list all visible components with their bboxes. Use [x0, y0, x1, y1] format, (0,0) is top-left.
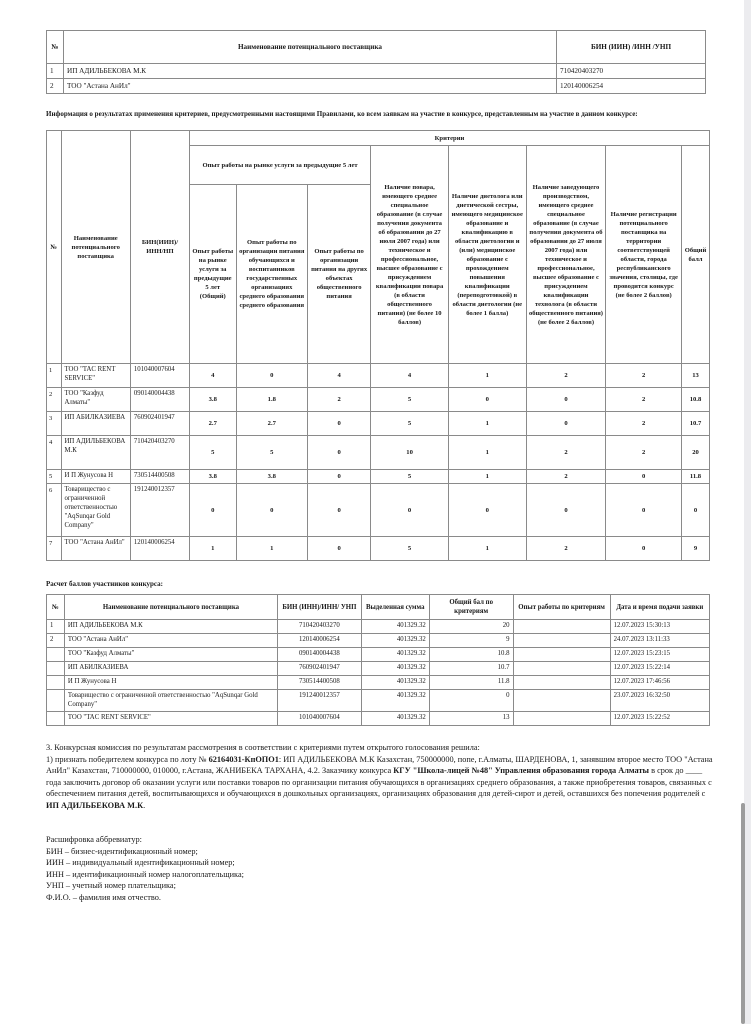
- cell-registration: 0: [606, 484, 682, 537]
- cell-amount: 401329.32: [361, 712, 429, 726]
- col-name: Наименование потенциального поставщика: [64, 595, 277, 620]
- cell-num: [47, 690, 65, 712]
- cell-experience: [513, 690, 610, 712]
- cell-num: 4: [47, 436, 62, 470]
- col-manager: Наличие заведующего производством, имеющего среднее специальное образование (в случае получения документа об образовании до 27 июля 2007 года) или техническое и профессиональное, высшее образование с присуждением квалификации технолога (в области общественного питания) (не более 2 баллов): [526, 146, 606, 364]
- cell-amount: 401329.32: [361, 690, 429, 712]
- col-criteria: Критерии: [189, 131, 709, 146]
- cell-name: ТОО "Казфуд Алматы": [64, 648, 277, 662]
- cell-name: ИП АДИЛЬБЕКОВА М.К: [64, 64, 557, 79]
- cell-total: 13: [681, 364, 709, 388]
- cell-bin: 101040007604: [130, 364, 189, 388]
- col-amount: Выделенная сумма: [361, 595, 429, 620]
- score-table: [46, 594, 710, 726]
- cell-dietitian: 0: [448, 484, 526, 537]
- table-row: [47, 79, 706, 94]
- table-row: [47, 662, 710, 676]
- cell-cook: 5: [371, 470, 449, 484]
- cell-num: 3: [47, 412, 62, 436]
- cell-manager: 2: [526, 436, 606, 470]
- cell-manager: 0: [526, 388, 606, 412]
- cell-exp-other: 0: [308, 470, 371, 484]
- cell-num: 1: [47, 620, 65, 634]
- abbreviations-section: [46, 834, 446, 903]
- cell-manager: 2: [526, 537, 606, 561]
- cell-num: [47, 648, 65, 662]
- cell-experience: [513, 712, 610, 726]
- cell-dietitian: 1: [448, 364, 526, 388]
- cell-bin: 101040007604: [278, 712, 362, 726]
- col-num: №: [47, 131, 62, 364]
- table-row: [47, 620, 710, 634]
- cell-cook: 5: [371, 412, 449, 436]
- cell-bin: 120140006254: [278, 634, 362, 648]
- cell-bin: 710420403270: [130, 436, 189, 470]
- col-experience: Опыт работы по критериям: [513, 595, 610, 620]
- cell-num: [47, 662, 65, 676]
- cell-exp-schools: 0: [236, 364, 307, 388]
- cell-bin: 730514400508: [130, 470, 189, 484]
- table-row: [47, 484, 710, 537]
- table-header-row: [47, 31, 706, 64]
- cell-exp-total: 3.8: [189, 470, 236, 484]
- cell-name: ТОО "Астана АнИл": [64, 79, 557, 94]
- cell-date: 12.07.2023 15:30:13: [610, 620, 709, 634]
- cell-date: 12.07.2023 15:23:15: [610, 648, 709, 662]
- cell-name: ТОО "TAC RENT SERVICE": [61, 364, 130, 388]
- cell-name: ИП АБИЛКАЗИЕВА: [61, 412, 130, 436]
- cell-amount: 401329.32: [361, 648, 429, 662]
- table-row: [47, 712, 710, 726]
- score-section-title: Расчет баллов участников конкурса:: [46, 580, 163, 588]
- cell-registration: 2: [606, 436, 682, 470]
- cell-score: 20: [429, 620, 513, 634]
- col-registration: Наличие регистрации потенциального поставщика на территории соответствующей области, города республиканского значения, столицы, где проводится конкурс (не более 2 баллов): [606, 146, 682, 364]
- cell-bin: 090140004438: [130, 388, 189, 412]
- cell-bin: 120140006254: [130, 537, 189, 561]
- cell-exp-other: 0: [308, 436, 371, 470]
- cell-dietitian: 1: [448, 537, 526, 561]
- cell-num: 1: [47, 64, 64, 79]
- cell-bin: 120140006254: [557, 79, 706, 94]
- cell-name: Товарищество с ограниченной ответственностью "AqSunqar Gold Company": [61, 484, 130, 537]
- cell-num: 6: [47, 484, 62, 537]
- col-score: Общий бал по критериям: [429, 595, 513, 620]
- cell-name: ТОО "TAC RENT SERVICE": [64, 712, 277, 726]
- cell-exp-total: 0: [189, 484, 236, 537]
- criteria-info-text: Информация о результатах применения критериев, предусмотренными настоящими Правилами, ко всем заявкам на участие в конкурсе, представленным на участие в данном конкурсе:: [46, 110, 638, 118]
- cell-num: [47, 712, 65, 726]
- cell-bin: 760902401947: [130, 412, 189, 436]
- table-row: [47, 690, 710, 712]
- cell-num: 5: [47, 470, 62, 484]
- cell-cook: 4: [371, 364, 449, 388]
- table-row: [47, 537, 710, 561]
- table-row: [47, 64, 706, 79]
- cell-experience: [513, 620, 610, 634]
- cell-date: 24.07.2023 13:11:33: [610, 634, 709, 648]
- cell-bin: 710420403270: [278, 620, 362, 634]
- cell-bin: 730514400508: [278, 676, 362, 690]
- cell-exp-schools: 5: [236, 436, 307, 470]
- decision-text: 1) признать победителем конкурса по лоту №: [46, 754, 209, 764]
- cell-registration: 2: [606, 388, 682, 412]
- decision-paragraph: [46, 742, 714, 811]
- cell-total: 0: [681, 484, 709, 537]
- table-row: [47, 676, 710, 690]
- decision-text: : ИП АДИЛЬБЕКОВА М.К Казахстан, 750000000, попе, г.Алматы, ШАРДЕНОВА, 1, занявшим второе место ТОО "Астана АнИл" Казахстан, 710000000, 010000, г.Астана, ЖАНИБЕКА ТАРХАНА, 4.2. Заказчику конкурса: [46, 754, 713, 775]
- cell-exp-total: 5: [189, 436, 236, 470]
- winner-name: ИП АДИЛЬБЕКОВА М.К: [46, 800, 144, 810]
- cell-name: ИП АБИЛКАЗИЕВА: [64, 662, 277, 676]
- cell-name: ИП АДИЛЬБЕКОВА М.К: [64, 620, 277, 634]
- cell-exp-total: 4: [189, 364, 236, 388]
- table-row: [47, 648, 710, 662]
- table-row: [47, 470, 710, 484]
- cell-dietitian: 0: [448, 388, 526, 412]
- col-bin: БИН (ИНН)/ИНН/ УНП: [278, 595, 362, 620]
- cell-manager: 0: [526, 484, 606, 537]
- col-date: Дата и время подачи заявки: [610, 595, 709, 620]
- col-dietitian: Наличие диетолога или диетической сестры, имеющего медицинское образование и квалификацию в области диетологии и (или) медицинское образование с прохождением повышения квалификации (переподготовкой) в области диетологии (не более 1 балла): [448, 146, 526, 364]
- cell-name: И П Жунусова Н: [64, 676, 277, 690]
- abbreviations-title: Расшифровка аббревиатур:: [46, 835, 142, 844]
- col-bin: БИН (ИИН) /ИНН /УНП: [557, 31, 706, 64]
- cell-exp-other: 2: [308, 388, 371, 412]
- cell-registration: 2: [606, 412, 682, 436]
- cell-exp-other: 4: [308, 364, 371, 388]
- cell-registration: 2: [606, 364, 682, 388]
- cell-experience: [513, 648, 610, 662]
- table-row: [47, 412, 710, 436]
- cell-amount: 401329.32: [361, 634, 429, 648]
- cell-manager: 0: [526, 412, 606, 436]
- cell-name: И П Жунусова Н: [61, 470, 130, 484]
- cell-total: 11.8: [681, 470, 709, 484]
- col-num: №: [47, 31, 64, 64]
- cell-exp-other: 0: [308, 537, 371, 561]
- col-total: Общий балл: [681, 146, 709, 364]
- table-row: [47, 364, 710, 388]
- col-experience-group: Опыт работы на рынке услуги за предыдущие 5 лет: [189, 146, 370, 185]
- cell-amount: 401329.32: [361, 676, 429, 690]
- cell-num: [47, 676, 65, 690]
- table-row: [47, 634, 710, 648]
- cell-exp-schools: 1: [236, 537, 307, 561]
- cell-date: 12.07.2023 15:22:52: [610, 712, 709, 726]
- cell-experience: [513, 676, 610, 690]
- abbreviation-item: ИНН – идентификационный номер налогоплательщика;: [46, 869, 244, 879]
- cell-total: 10.7: [681, 412, 709, 436]
- cell-registration: 0: [606, 537, 682, 561]
- cell-date: 12.07.2023 17:46:56: [610, 676, 709, 690]
- cell-score: 13: [429, 712, 513, 726]
- cell-cook: 5: [371, 537, 449, 561]
- cell-date: 12.07.2023 15:22:14: [610, 662, 709, 676]
- abbreviation-item: Ф.И.О. – фамилия имя отчество.: [46, 892, 161, 902]
- cell-bin: 191240012357: [278, 690, 362, 712]
- cell-date: 23.07.2023 16:32:50: [610, 690, 709, 712]
- cell-exp-total: 1: [189, 537, 236, 561]
- cell-manager: 2: [526, 470, 606, 484]
- scrollbar-track[interactable]: [744, 0, 751, 1024]
- lot-number: 62164031-КпОПО1: [208, 754, 279, 764]
- decision-intro: 3. Конкурсная комиссия по результатам рассмотрения в соответствии с критериями путем открытого голосования решила:: [46, 743, 480, 752]
- cell-name: Товарищество с ограниченной ответственностью "AqSunqar Gold Company": [64, 690, 277, 712]
- criteria-table: [46, 130, 710, 561]
- cell-num: 7: [47, 537, 62, 561]
- cell-dietitian: 1: [448, 470, 526, 484]
- cell-bin: 090140004438: [278, 648, 362, 662]
- cell-registration: 0: [606, 470, 682, 484]
- cell-exp-total: 2.7: [189, 412, 236, 436]
- cell-exp-schools: 0: [236, 484, 307, 537]
- cell-exp-schools: 2.7: [236, 412, 307, 436]
- decision-body: [46, 754, 714, 812]
- cell-dietitian: 1: [448, 436, 526, 470]
- cell-total: 9: [681, 537, 709, 561]
- cell-score: 11.8: [429, 676, 513, 690]
- cell-total: 10.8: [681, 388, 709, 412]
- cell-name: ТОО "Казфуд Алматы": [61, 388, 130, 412]
- cell-num: 2: [47, 634, 65, 648]
- cell-num: 2: [47, 79, 64, 94]
- suppliers-table: [46, 30, 706, 94]
- cell-num: 1: [47, 364, 62, 388]
- abbreviation-item: БИН – бизнес-идентификационный номер;: [46, 846, 198, 856]
- cell-cook: 0: [371, 484, 449, 537]
- cell-experience: [513, 662, 610, 676]
- table-header-row: [47, 131, 710, 146]
- cell-manager: 2: [526, 364, 606, 388]
- col-exp-other: Опыт работы по организации питания на других объектах общественного питания: [308, 185, 371, 364]
- col-exp-total: Опыт работы на рынке услуги за предыдущие 5 лет (Общий): [189, 185, 236, 364]
- decision-text: в срок до ____ года заключить договор об оказании услуги или поставки товаров по организации питания обучающихся в организациях среднего образования, а также приобретения товаров, связанных с обеспечением питания детей, воспитывающихся и обучающихся в дошкольных организациях, организациях образования для детей-сирот и детей, оставшихся без попечения родителей с: [46, 766, 712, 798]
- cell-exp-total: 3.8: [189, 388, 236, 412]
- col-cook: Наличие повара, имеющего среднее специальное образование (в случае получения документа об образовании до 27 июля 2007 года) или техническое и профессиональное, высшее образование с присуждением квалификации повара (в области общественного питания) (не более 10 баллов): [371, 146, 449, 364]
- cell-exp-other: 0: [308, 484, 371, 537]
- cell-exp-schools: 1.8: [236, 388, 307, 412]
- col-num: №: [47, 595, 65, 620]
- cell-name: ИП АДИЛЬБЕКОВА М.К: [61, 436, 130, 470]
- cell-score: 10.7: [429, 662, 513, 676]
- cell-bin: 710420403270: [557, 64, 706, 79]
- table-row: [47, 436, 710, 470]
- cell-bin: 760902401947: [278, 662, 362, 676]
- cell-score: 0: [429, 690, 513, 712]
- scrollbar-thumb[interactable]: [741, 803, 745, 1024]
- abbreviation-item: ИИН – индивидуальный идентификационный номер;: [46, 858, 235, 867]
- col-exp-schools: Опыт работы по организации питания обучающихся и воспитанников государственных организациях среднего образования среднего образования: [236, 185, 307, 364]
- decision-text: .: [143, 800, 146, 810]
- cell-dietitian: 1: [448, 412, 526, 436]
- cell-experience: [513, 634, 610, 648]
- cell-cook: 5: [371, 388, 449, 412]
- cell-bin: 191240012357: [130, 484, 189, 537]
- abbreviation-item: УНП – учетный номер плательщика;: [46, 881, 176, 890]
- col-name: Наименование потенциального поставщика: [64, 31, 557, 64]
- cell-exp-schools: 3.8: [236, 470, 307, 484]
- col-name: Наименование потенциального поставщика: [61, 131, 130, 364]
- table-row: [47, 388, 710, 412]
- cell-name: ТОО "Астана АнИл": [61, 537, 130, 561]
- cell-total: 20: [681, 436, 709, 470]
- cell-amount: 401329.32: [361, 662, 429, 676]
- cell-exp-other: 0: [308, 412, 371, 436]
- col-bin: БИН(ИИН)/ ИНН/НП: [130, 131, 189, 364]
- cell-score: 10.8: [429, 648, 513, 662]
- customer-name: КГУ "Школа-лицей №48" Управления образования города Алматы: [393, 766, 650, 775]
- cell-num: 2: [47, 388, 62, 412]
- table-header-row: [47, 595, 710, 620]
- cell-cook: 10: [371, 436, 449, 470]
- cell-amount: 401329.32: [361, 620, 429, 634]
- cell-name: ТОО "Астана АнИл": [64, 634, 277, 648]
- cell-score: 9: [429, 634, 513, 648]
